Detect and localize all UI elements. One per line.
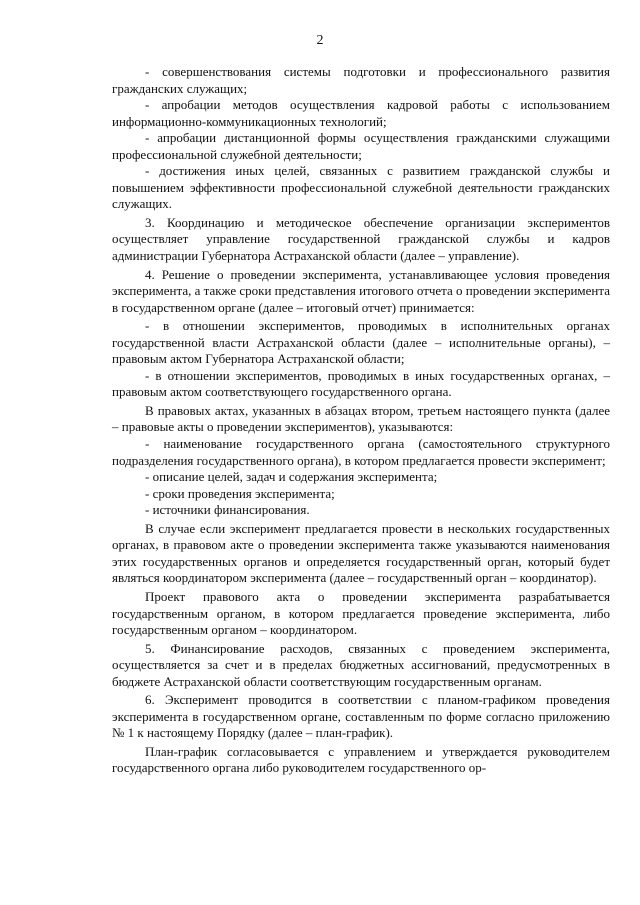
clause-3-coordination: 3. Координацию и методическое обеспечение организации экспериментов осуществляет управление государственной гражданской службы и кадров администрации Губернатора Астраханской области (далее – управление).: [112, 214, 610, 264]
list-item-executive-bodies: - в отношении экспериментов, проводимых в исполнительных органах государственной власти Астраханской области (далее – исполнительные органы), – правовым актом Губернатора Астраханской области;: [112, 318, 610, 367]
list-item-terms: - сроки проведения эксперимента;: [145, 485, 335, 501]
list-item-personnel-training: - совершенствования системы подготовки и профессионального развития гражданских служащих;: [112, 64, 610, 96]
list-item-other-bodies: - в отношении экспериментов, проводимых в иных государственных органах, – правовым актом соответствующего государственного органа.: [112, 367, 610, 400]
list-item-other-goals: - достижения иных целей, связанных с развитием гражданской службы и повышением эффективности профессиональной служебной деятельности гражданских служащих.: [112, 163, 610, 212]
list-item-funding-sources: - источники финансирования.: [145, 502, 310, 518]
paragraph-schedule-approval: План-график согласовывается с управлением и утверждается руководителем государственного органа либо руководителем государственного ор-: [112, 743, 610, 776]
page-number: 2: [316, 33, 324, 48]
list-item-ict-methods: - апробации методов осуществления кадровой работы с использованием информационно-коммуникационных технологий;: [112, 97, 610, 129]
clause-5-financing: 5. Финансирование расходов, связанных с проведением эксперимента, осуществляется за счет и в пределах бюджетных ассигнований, предусмотренных в бюджете Астраханской области соответствующим государственным органам.: [112, 640, 610, 689]
list-item-remote-work: - апробации дистанционной формы осуществления гражданскими служащими профессиональной служебной деятельности;: [112, 130, 610, 162]
paragraph-multiple-bodies: В случае если эксперимент предлагается провести в нескольких государственных органах, в правовом акте о проведении эксперимента также указываются наименования этих государственных органов и определяется государственный орган, который будет являться координатором эксперимента (далее – государственный орган – координатор).: [112, 520, 610, 586]
clause-4-decision: 4. Решение о проведении эксперимента, устанавливающее условия проведения эксперимента, а также сроки представления итогового отчета о проведении эксперимента в государственном органе (далее – итоговый отчет) принимается:: [112, 266, 610, 315]
paragraph-draft-act: Проект правового акта о проведении эксперимента разрабатывается государственным органом, в котором предлагается проведение эксперимента, либо государственным органом – координатором.: [112, 588, 610, 638]
list-item-goals-description: - описание целей, задач и содержания эксперимента;: [145, 469, 438, 485]
clause-6-schedule: 6. Эксперимент проводится в соответствии с планом-графиком проведения эксперимента в государственном органе, составленным по форме согласно приложению № 1 к настоящему Порядку (далее – план-график).: [112, 692, 610, 741]
paragraph-legal-acts: В правовых актах, указанных в абзацах втором, третьем настоящего пункта (далее – правовые акты о проведении экспериментов), указываются:: [112, 402, 610, 435]
list-item-body-name: - наименование государственного органа (самостоятельного структурного подразделения государственного органа), в котором предлагается провести эксперимент;: [112, 436, 610, 468]
document-body: [112, 64, 610, 777]
